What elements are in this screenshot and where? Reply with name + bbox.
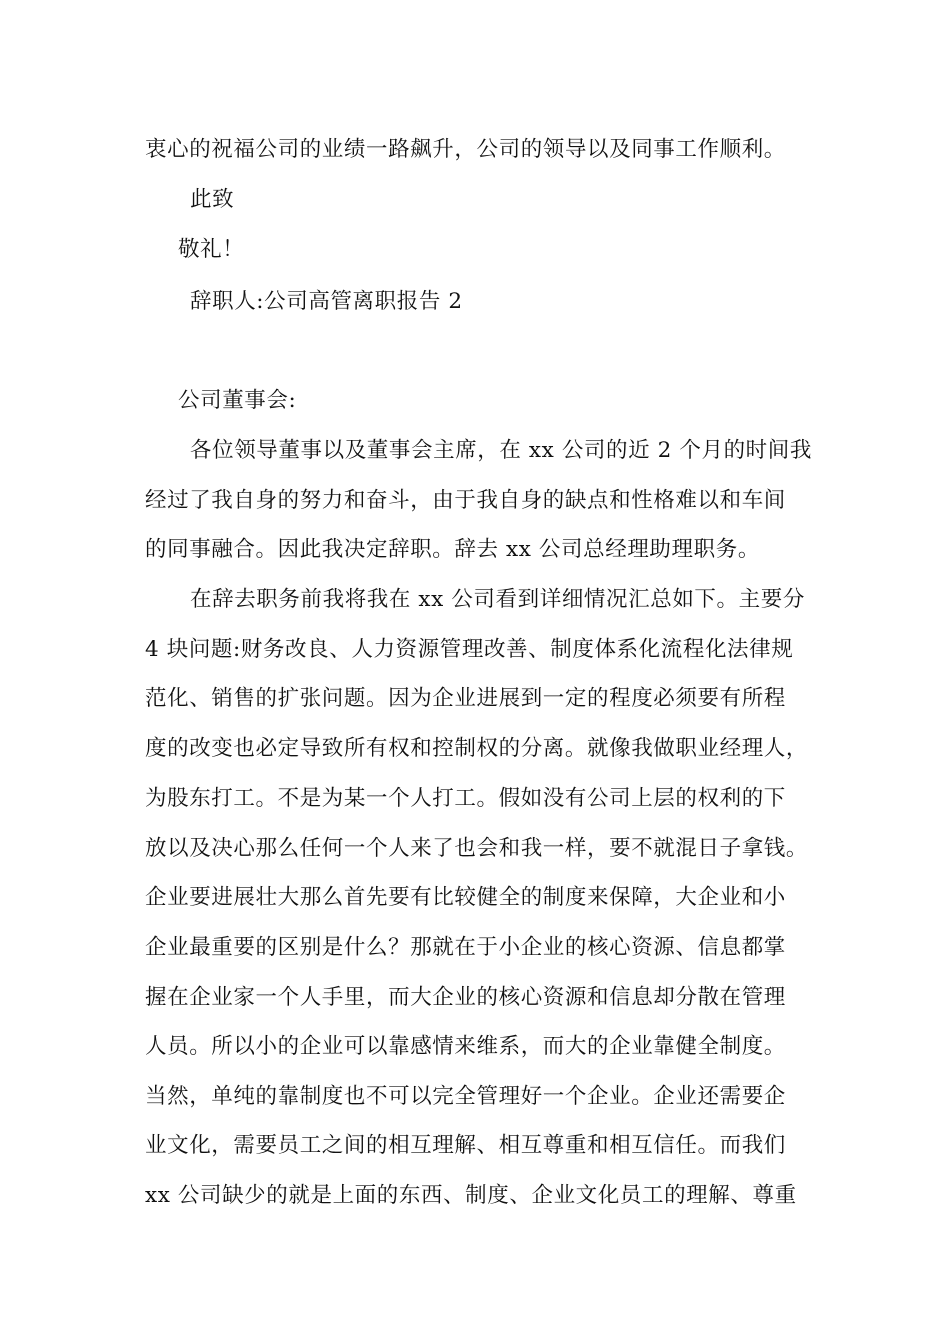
paragraph-line: 人员。所以小的企业可以靠感情来维系，而大的企业靠健全制度。 xyxy=(145,1034,786,1059)
paragraph-line: 业文化，需要员工之间的相互理解、相互尊重和相互信任。而我们 xyxy=(145,1133,786,1158)
text-line-salutation: 此致 xyxy=(190,187,235,212)
paragraph-line: 的同事融合。因此我决定辞职。辞去 xx 公司总经理助理职务。 xyxy=(145,537,760,562)
paragraph-line: 握在企业家一个人手里，而大企业的核心资源和信息却分散在管理 xyxy=(145,985,786,1010)
paragraph-line: 当然，单纯的靠制度也不可以完全管理好一个企业。企业还需要企 xyxy=(145,1084,786,1109)
paragraph-line: 范化、销售的扩张问题。因为企业进展到一定的程度必须要有所程 xyxy=(145,686,786,711)
paragraph-line: 4 块问题:财务改良、人力资源管理改善、制度体系化流程化法律规 xyxy=(145,637,794,662)
paragraph-line: 各位领导董事以及董事会主席，在 xx 公司的近 2 个月的时间我 xyxy=(190,438,812,463)
paragraph-line: 经过了我自身的努力和奋斗，由于我自身的缺点和性格难以和车间 xyxy=(145,488,786,513)
text-line-signature: 辞职人:公司高管离职报告 2 xyxy=(190,289,463,314)
paragraph-line: 在辞去职务前我将我在 xx 公司看到详细情况汇总如下。主要分 xyxy=(190,587,805,612)
paragraph-line: 企业最重要的区别是什么？那就在于小企业的核心资源、信息都掌 xyxy=(145,935,786,960)
text-line-regards: 敬礼！ xyxy=(178,237,245,262)
text-line-closing-wish: 衷心的祝福公司的业绩一路飙升，公司的领导以及同事工作顺利。 xyxy=(145,137,786,162)
paragraph-line: 企业要进展壮大那么首先要有比较健全的制度来保障，大企业和小 xyxy=(145,885,786,910)
paragraph-line: 放以及决心那么任何一个人来了也会和我一样，要不就混日子拿钱。 xyxy=(145,836,809,861)
text-line-addressee: 公司董事会: xyxy=(178,388,297,413)
paragraph-line: 度的改变也必定导致所有权和控制权的分离。就像我做职业经理人， xyxy=(145,736,809,761)
paragraph-line: xx 公司缺少的就是上面的东西、制度、企业文化员工的理解、尊重 xyxy=(145,1183,797,1208)
paragraph-line: 为股东打工。不是为某一个人打工。假如没有公司上层的权利的下 xyxy=(145,786,786,811)
